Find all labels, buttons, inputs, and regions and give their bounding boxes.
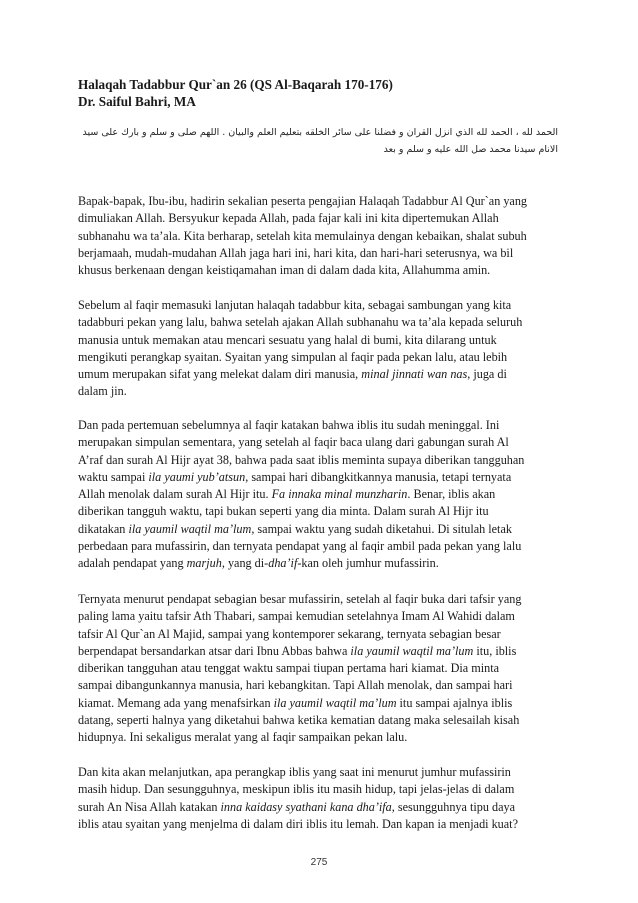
text-run: paling lama yaitu tafsir Ath Thabari, sampai kemudian setelahnya Imam Al Wahidi dalam (78, 609, 515, 624)
text-line (78, 781, 562, 798)
text-run: surah An Nisa Allah katakan (78, 799, 221, 814)
text-run: tafsir Al Qur`an Al Majid, sampai yang kontemporer sekarang, ternyata sebagian besar (78, 626, 501, 641)
text-run: diberikan tangguhan atau tenggat waktu sampai tiupan pertama hari kiamat. Dia minta (78, 661, 500, 676)
text-run: Ternyata menurut pendapat sebagian besar mufassirin, setelah al faqir buka dari tafsir yang (78, 592, 522, 606)
italic-term: ila yaumil waqtil ma’lum (273, 695, 397, 710)
text-run: mengikuti perangkap syaitan. Syaitan yang simpulan al faqir pada pekan lalu, atau lebih (78, 349, 508, 364)
text-run: itu sampai ajalnya iblis (396, 695, 513, 710)
text-run: merupakan simpulan sementara, yang setelah al faqir baca ulang dari gabungan surah Al (78, 435, 509, 450)
text-line (78, 469, 562, 486)
body-paragraph (78, 417, 562, 573)
text-line (78, 417, 562, 434)
text-line (78, 349, 562, 366)
text-line (78, 555, 562, 572)
text-run: A’raf dan surah Al Hijr ayat 38, bahwa pada saat iblis meminta supaya diberikan tangguhan (78, 452, 525, 467)
arabic-opening-line: الحمد لله ، الحمد لله الذي انزل القران و فضلنا على سائر الخلقه بتعليم العلم والبيان . اللهم صلى و سلم و بارك على سيد (82, 127, 558, 138)
text-run: iblis atau syaitan yang menjelma di dalam diri iblis itu lemah. Dan kapan ia menjadi kuat? (78, 816, 518, 831)
text-run: Dan kita akan melanjutkan, apa perangkap iblis yang saat ini menurut jumhur mufassirin (78, 765, 511, 779)
text-line (78, 729, 562, 746)
text-line (78, 764, 562, 781)
text-run: , sampai waktu yang sudah diketahui. Di situlah letak (251, 521, 512, 536)
document-title: Halaqah Tadabbur Qur`an 26 (QS Al-Baqarah 170-176) (78, 77, 393, 92)
text-run: kiamat. Memang ada yang menafsirkan (78, 695, 274, 710)
text-line (78, 332, 562, 349)
arabic-opening-line: الانام سيدنا محمد صل الله عليه و سلم و بعد (383, 144, 558, 155)
text-line (78, 643, 562, 660)
body-paragraph (78, 297, 562, 401)
text-run: diberikan tangguh waktu, tapi bukan seperti yang dia minta. Dalam surah Al Hijr itu (78, 504, 489, 519)
body-paragraph (78, 193, 562, 279)
text-line (78, 712, 562, 729)
text-run: dalam jin. (78, 384, 127, 399)
text-run: tadabburi pekan yang lalu, bahwa setelah ajakan Allah subhanahu wa ta’ala kepada seluruh (78, 315, 523, 330)
text-run: , sesungguhnya tipu daya (391, 799, 515, 814)
text-line (78, 521, 562, 538)
italic-term: minal jinnati wan nas (361, 367, 468, 382)
text-line (78, 538, 562, 555)
text-run: Allah menolak dalam surah Al Hijr itu. (78, 487, 272, 502)
text-run: berjamaah, mudah-mudahan Allah jaga hari ini, hari kita, dan hari-hari seterusnya, wa bil (78, 245, 514, 260)
text-run: Sebelum al faqir memasuki lanjutan halaqah tadabbur kita, sebagai sambungan yang kita (78, 298, 512, 312)
text-line (78, 297, 562, 314)
italic-term: inna kaidasy syathani kana dha’ifa (220, 799, 392, 814)
text-line (78, 660, 562, 677)
text-line (78, 608, 562, 625)
text-line (78, 816, 562, 833)
italic-term: Fa innaka minal munzharin (271, 487, 408, 502)
text-line (78, 486, 562, 503)
text-run: sampai dibangunkannya manusia, hari kebangkitan. Tapi Allah menolak, dan sampai hari (78, 678, 513, 693)
italic-term: ila yaumil waqtil ma’lum (128, 521, 252, 536)
page-number: 275 (310, 857, 328, 868)
text-line (78, 210, 562, 227)
italic-term: dha’if (268, 556, 298, 571)
text-line (78, 452, 562, 469)
text-run: adalah pendapat yang (78, 556, 187, 571)
text-run: perbedaan para mufassirin, dan ternyata pendapat yang al faqir ambil pada pekan yang lalu (78, 539, 522, 554)
italic-term: ila yaumi yub’atsun (148, 469, 246, 484)
text-run: khusus berkenaan dengan keistiqamahan iman di dalam dada kita, Allahumma amin. (78, 263, 491, 278)
text-run: subhanahu wa ta’ala. Kita berharap, setelah kita memulainya dengan kebaikan, shalat subuh (78, 228, 527, 243)
text-run: . Benar, iblis akan (407, 487, 496, 502)
text-run: hidupnya. Ini sekaligus meralat yang al faqir sampaikan pekan lalu. (78, 730, 408, 745)
text-run: manusia untuk memakan atau mencari sesuatu yang halal di bumi, kita dilarang untuk (78, 332, 497, 347)
text-run: itu, iblis (473, 643, 517, 658)
text-run: , juga di (467, 367, 507, 382)
text-run: masih hidup. Dan sesungguhnya, meskipun iblis itu masih hidup, tapi jelas-jelas di dalam (78, 782, 515, 797)
text-line (78, 591, 562, 608)
text-line (78, 383, 562, 400)
text-line (78, 366, 562, 383)
text-line (78, 503, 562, 520)
text-line (78, 799, 562, 816)
text-line (78, 314, 562, 331)
text-line (78, 262, 562, 279)
body-paragraph (78, 591, 562, 747)
text-run: waktu sampai (78, 469, 149, 484)
body-paragraph (78, 764, 562, 833)
italic-term: marjuh (186, 556, 222, 571)
text-run: datang, seperti halnya yang diketahui bahwa ketika kematian datang maka selesailah kisah (78, 713, 520, 728)
text-run: , sampai hari dibangkitkannya manusia, tetapi ternyata (245, 469, 512, 484)
text-line (78, 245, 562, 262)
text-run: , yang di- (221, 556, 269, 571)
text-line (78, 228, 562, 245)
text-line (78, 193, 562, 210)
text-run: -kan oleh jumhur mufassirin. (297, 556, 439, 571)
text-line (78, 695, 562, 712)
italic-term: ila yaumil waqtil ma’lum (350, 643, 474, 658)
text-line (78, 626, 562, 643)
text-run: dikatakan (78, 521, 129, 536)
text-line (78, 677, 562, 694)
text-line (78, 434, 562, 451)
text-run: Dan pada pertemuan sebelumnya al faqir katakan bahwa iblis itu sudah meninggal. Ini (78, 418, 500, 432)
text-run: Bapak-bapak, Ibu-ibu, hadirin sekalian peserta pengajian Halaqah Tadabbur Al Qur`an yang (78, 194, 528, 208)
text-run: berpendapat bersandarkan atsar dari Ibnu Abbas bahwa (78, 643, 351, 658)
author-name: Dr. Saiful Bahri, MA (78, 94, 196, 109)
text-run: dimuliakan Allah. Bersyukur kepada Allah, pada fajar kali ini kita dipertemukan Allah (78, 211, 499, 226)
text-run: umum merupakan sifat yang melekat dalam diri manusia, (78, 367, 362, 382)
